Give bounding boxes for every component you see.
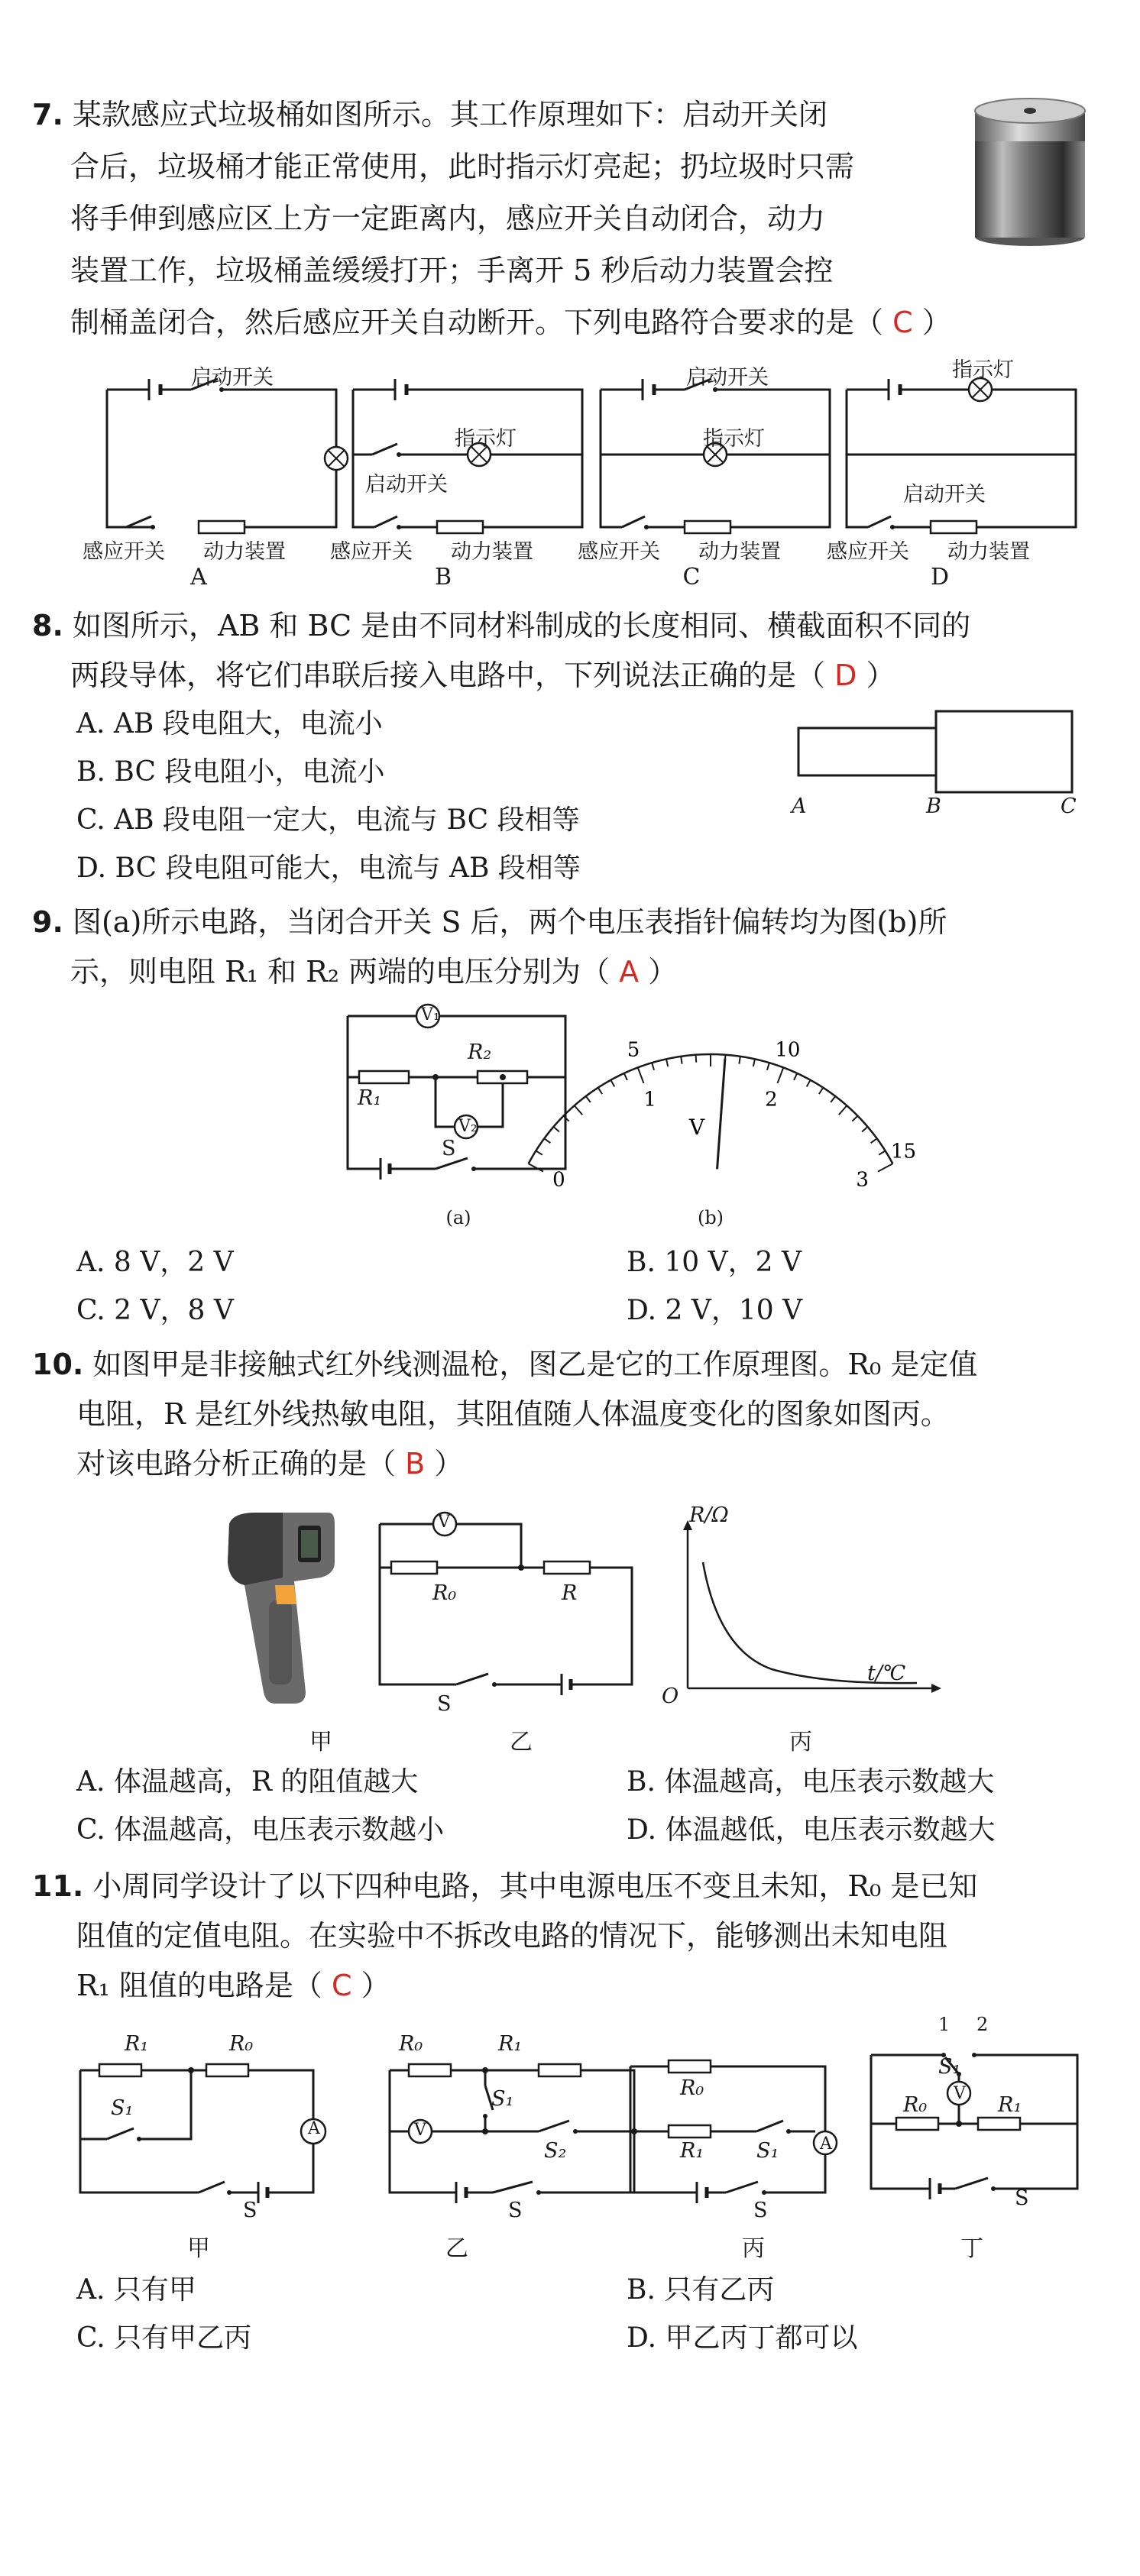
- dial-tick: [666, 1059, 668, 1066]
- q8-point-a: A: [792, 794, 807, 818]
- q7-caption-d: D: [930, 564, 950, 591]
- dial-tick: [852, 1116, 857, 1121]
- q11-line-3: R₁ 阻值的电路是（ C ）: [76, 1969, 390, 2002]
- dial-tick: [879, 1150, 885, 1154]
- q10-v-label: V: [438, 1513, 450, 1532]
- q10-caption-bing: 丙: [789, 1729, 812, 1756]
- q7-line-2: 合后，垃圾桶才能正常使用，此时指示灯亮起；扔垃圾时只需: [70, 150, 855, 183]
- q8-line-2: 两段导体，将它们串联后接入电路中，下列说法正确的是（ D ）: [70, 659, 895, 692]
- q11-option-b: B. 只有乙丙: [627, 2274, 775, 2306]
- q11-caption-bing: 丙: [742, 2235, 765, 2262]
- dial-tick: [696, 1055, 697, 1063]
- dial-tick: [794, 1073, 797, 1080]
- q7-a-start-label: 启动开关: [191, 366, 274, 390]
- q7-c-start-label: 启动开关: [686, 366, 769, 390]
- dial-tick: [862, 1127, 868, 1131]
- q10-line-2: 电阻，R 是红外线热敏电阻，其阻值随人体温度变化的图象如图丙。: [76, 1397, 950, 1431]
- q8-option-d: D. BC 段电阻可能大，电流与 AB 段相等: [76, 853, 581, 884]
- dial-tick: [778, 1067, 784, 1083]
- q7-circuit-b: [353, 382, 582, 535]
- q11-caption-jia: 甲: [187, 2235, 210, 2262]
- dial-tick: [878, 1163, 892, 1171]
- q9-s-label: S: [442, 1137, 456, 1160]
- q8-option-b: B. BC 段电阻小，电流小: [76, 756, 385, 788]
- q11-bing-r1: R₁: [680, 2139, 704, 2163]
- q9-r1-label: R₁: [358, 1086, 382, 1110]
- q9-caption-a: (a): [445, 1207, 471, 1228]
- q11-bing-r0: R₀: [680, 2076, 704, 2100]
- q7-answer: C: [892, 306, 913, 339]
- dial-tick: [598, 1088, 602, 1094]
- dial-unit-label: V: [688, 1115, 705, 1140]
- q9-line-1: 9. 图(a)所示电路，当闭合开关 S 后，两个电压表指针偏转均为图(b)所: [32, 905, 947, 939]
- dial-tick: [652, 1063, 654, 1070]
- q7-line-5: 制桶盖闭合，然后感应开关自动断开。下列电路符合要求的是（ C ）: [70, 306, 951, 339]
- q11-option-d: D. 甲乙丙丁都可以: [627, 2322, 858, 2354]
- q11-bing-a: A: [820, 2134, 832, 2154]
- q7-d-lamp-label: 指示灯: [952, 358, 1014, 382]
- q10-graph-origin: O: [662, 1684, 679, 1708]
- q10-answer: B: [405, 1447, 426, 1481]
- q11-yi-s1: S₁: [491, 2087, 514, 2111]
- q11-yi-s2: S₂: [544, 2139, 567, 2163]
- q7-d-motor-label: 动力装置: [947, 540, 1030, 564]
- dial-tick: [575, 1105, 583, 1115]
- q11-yi-s: S: [508, 2199, 523, 2222]
- q11-bing-s1: S₁: [756, 2139, 779, 2163]
- q10-s-label: S: [437, 1692, 452, 1716]
- q8-conductor-figure: [795, 707, 1077, 798]
- q9-option-a: A. 8 V，2 V: [76, 1247, 234, 1278]
- q11-jia-r1: R₁: [125, 2032, 149, 2056]
- dial-inner-label: 2: [765, 1088, 778, 1112]
- dial-tick: [819, 1088, 823, 1094]
- q11-ding-terminal-1: 1: [938, 2014, 951, 2035]
- q8-point-c: C: [1061, 794, 1077, 818]
- q7-c-motor-label: 动力装置: [698, 540, 781, 564]
- q7-circuit-c: [601, 382, 830, 535]
- q7-caption-a: A: [190, 564, 207, 591]
- dial-arc: [529, 1054, 893, 1163]
- dial-outer-label: 10: [775, 1038, 801, 1062]
- dial-tick: [831, 1096, 835, 1102]
- q7-d-start-label: 启动开关: [903, 483, 986, 506]
- q11-bing-s: S: [753, 2199, 768, 2222]
- q10-r-label: R: [562, 1581, 578, 1605]
- q11-ding-r1: R₁: [998, 2093, 1022, 2117]
- q8-answer: D: [834, 659, 857, 692]
- q11-answer: C: [332, 1969, 352, 2002]
- dial-inner-label: 1: [643, 1088, 656, 1112]
- trash-can-image: [969, 88, 1091, 248]
- q11-caption-yi: 乙: [445, 2235, 468, 2262]
- q7-b-motor-label: 动力装置: [451, 540, 533, 564]
- q10-r0-label: R₀: [432, 1581, 457, 1605]
- q10-caption-yi: 乙: [510, 1729, 533, 1756]
- q10-resistance-graph: [672, 1516, 947, 1700]
- q11-circuit-bing: [627, 2047, 840, 2208]
- dial-tick: [586, 1096, 591, 1102]
- q8-point-b: B: [926, 794, 941, 818]
- q10-line-1: 10. 如图甲是非接触式红外线测温枪，图乙是它的工作原理图。R₀ 是定值: [32, 1348, 978, 1381]
- q11-option-a: A. 只有甲: [76, 2274, 196, 2306]
- q11-ding-terminal-2: 2: [976, 2014, 989, 2035]
- q7-d-sensor-label: 感应开关: [827, 540, 909, 564]
- dial-tick: [739, 1057, 740, 1064]
- q9-option-d: D. 2 V，10 V: [627, 1295, 803, 1326]
- q9-v2-label: V₂: [458, 1117, 478, 1136]
- q7-b-sensor-label: 感应开关: [330, 540, 413, 564]
- q7-number: 7.: [32, 98, 63, 131]
- q11-ding-s: S: [1015, 2186, 1029, 2210]
- dial-tick: [753, 1059, 755, 1066]
- q10-graph-ylabel: R/Ω: [689, 1503, 729, 1527]
- dial-inner-label: 3: [856, 1168, 869, 1192]
- dial-inner-label: 0: [552, 1168, 565, 1192]
- q11-caption-ding: 丁: [960, 2235, 983, 2262]
- dial-tick: [624, 1073, 627, 1080]
- q7-a-motor-label: 动力装置: [203, 540, 286, 564]
- q7-a-sensor-label: 感应开关: [83, 540, 165, 564]
- q10-option-c: C. 体温越高，电压表示数越小: [76, 1814, 445, 1846]
- q11-jia-a: A: [308, 2119, 320, 2138]
- q11-ding-v: V: [954, 2084, 966, 2103]
- q7-b-start-label: 启动开关: [365, 473, 448, 497]
- q9-option-c: C. 2 V，8 V: [76, 1295, 234, 1326]
- q11-circuit-jia: [76, 2055, 321, 2208]
- q9-r2-label: R₂: [468, 1040, 492, 1064]
- q11-option-c: C. 只有甲乙丙: [76, 2322, 252, 2354]
- q11-circuit-ding: [867, 2036, 1081, 2208]
- q10-option-a: A. 体温越高，R 的阻值越大: [76, 1766, 419, 1798]
- q7-caption-c: C: [682, 564, 701, 591]
- dial-tick: [807, 1080, 811, 1087]
- dial-tick: [638, 1067, 644, 1083]
- q11-ding-s1: S₁: [938, 2055, 961, 2079]
- dial-outer-label: 15: [890, 1140, 917, 1163]
- dial-needle: [717, 1059, 725, 1170]
- q9-caption-b: (b): [697, 1207, 724, 1228]
- q10-option-d: D. 体温越低，电压表示数越大: [627, 1814, 996, 1846]
- q7-circuit-a: [107, 382, 336, 535]
- q7-b-lamp-label: 指示灯: [455, 427, 517, 451]
- q7-c-lamp-label: 指示灯: [703, 427, 765, 451]
- q11-yi-v: V: [414, 2121, 426, 2140]
- dial-tick: [871, 1138, 877, 1143]
- q8-line-1: 8. 如图所示，AB 和 BC 是由不同材料制成的长度相同、横截面积不同的: [32, 609, 971, 642]
- q9-voltmeter-dial: [552, 1016, 917, 1192]
- q7-caption-b: B: [434, 564, 452, 591]
- dial-tick: [681, 1057, 682, 1064]
- q11-yi-r1: R₁: [498, 2032, 523, 2056]
- dial-tick: [767, 1063, 769, 1070]
- q11-jia-s1: S₁: [111, 2096, 134, 2120]
- q7-c-sensor-label: 感应开关: [578, 540, 660, 564]
- q8-option-c: C. AB 段电阻一定大，电流与 BC 段相等: [76, 804, 580, 836]
- q10-circuit: [376, 1509, 636, 1692]
- q9-answer: A: [619, 955, 640, 989]
- q11-jia-r0: R₀: [229, 2032, 254, 2056]
- dial-tick: [610, 1080, 614, 1087]
- q10-graph-xlabel: t/℃: [867, 1662, 906, 1685]
- q7-line-4: 装置工作，垃圾桶盖缓缓打开；手离开 5 秒后动力装置会控: [70, 254, 834, 287]
- q7-line-1: 7. 某款感应式垃圾桶如图所示。其工作原理如下：启动开关闭: [32, 98, 827, 131]
- q11-yi-r0: R₀: [399, 2032, 423, 2056]
- q9-line-2: 示，则电阻 R₁ 和 R₂ 两端的电压分别为（ A ）: [70, 955, 678, 989]
- q9-v1-label: V₁: [421, 1005, 440, 1024]
- q10-option-b: B. 体温越高，电压表示数越大: [627, 1766, 995, 1798]
- q9-option-b: B. 10 V，2 V: [627, 1247, 802, 1278]
- q7-line-3: 将手伸到感应区上方一定距离内，感应开关自动闭合，动力: [70, 202, 826, 235]
- infrared-thermometer-image: [222, 1509, 336, 1707]
- q10-line-3: 对该电路分析正确的是（ B ）: [76, 1447, 464, 1481]
- q8-option-a: A. AB 段电阻大，电流小: [76, 708, 383, 739]
- dial-tick: [839, 1105, 847, 1115]
- q11-ding-r0: R₀: [903, 2093, 928, 2117]
- q11-jia-s: S: [243, 2199, 257, 2222]
- q11-line-1: 11. 小周同学设计了以下四种电路，其中电源电压不变且未知，R₀ 是已知: [32, 1869, 978, 1903]
- q10-caption-jia: 甲: [309, 1729, 332, 1756]
- dial-outer-label: 5: [627, 1038, 640, 1062]
- q11-line-2: 阻值的定值电阻。在实验中不拆改电路的情况下，能够测出未知电阻: [76, 1919, 948, 1953]
- q7-circuit-d: [847, 382, 1076, 535]
